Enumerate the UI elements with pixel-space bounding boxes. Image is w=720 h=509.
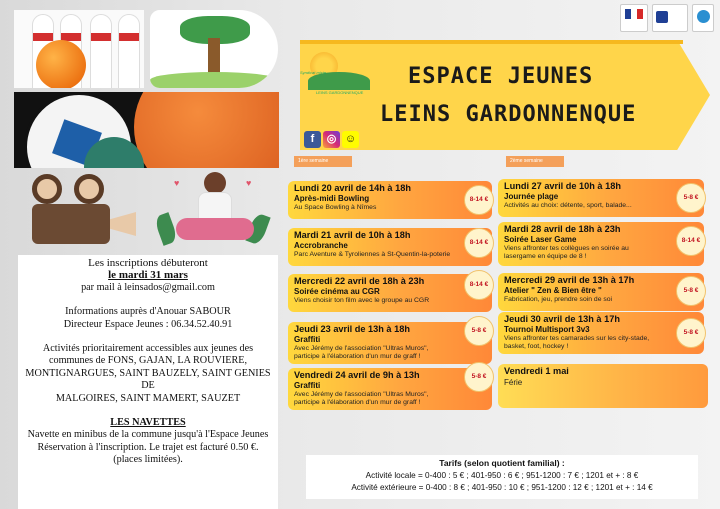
- page-title-line2: LEINS GARDONNENQUE: [380, 102, 637, 127]
- price-badge: 5-8 €: [676, 276, 706, 306]
- price-badge: 8-14 €: [464, 270, 494, 300]
- activity-date: Jeudi 30 avril de 13h à 17h: [504, 314, 620, 324]
- activity-date: Mercredi 22 avril de 18h à 23h: [294, 276, 425, 286]
- inscription-line: Les inscriptions débuteront: [88, 257, 208, 269]
- activity-desc: Activités au choix: détente, sport, balade...: [504, 201, 632, 209]
- bowling-illustration: [14, 10, 144, 88]
- activity-card[interactable]: [288, 368, 492, 410]
- activity-date: Mardi 28 avril de 18h à 23h: [504, 224, 621, 234]
- info-panel: [18, 255, 278, 509]
- navettes-line: (places limitées).: [113, 454, 183, 466]
- activity-desc: Avec Jérémy de l'association "Ultras Muros",: [294, 390, 429, 398]
- activity-desc: Fabrication, jeu, prendre soin de soi: [504, 295, 613, 303]
- activity-date: Mercredi 29 avril de 13h à 17h: [504, 275, 635, 285]
- bowling-pin-icon: [90, 14, 112, 88]
- price-badge: 8-14 €: [464, 228, 494, 258]
- sports-balls-illustration: [14, 92, 279, 168]
- communes-line: MALGOIRES, SAINT MAMERT, SAUZET: [55, 392, 241, 404]
- person-head-icon: [204, 172, 226, 194]
- activity-desc: basket, foot, hockey !: [504, 342, 569, 350]
- activity-title: Soirée cinéma au CGR: [294, 287, 380, 296]
- navettes-line: Réservation à l'inscription. Le trajet est facturé 0.50 €.: [37, 441, 259, 453]
- price-badge: 5-8 €: [676, 183, 706, 213]
- activity-title: Graffiti: [294, 335, 321, 344]
- activity-card[interactable]: [288, 228, 492, 266]
- tarifs-locale: Activité locale = 0-400 : 5 € ; 401-950 : 6 € ; 951-1200 : 7 € ; 1201 et + : 8 €: [365, 470, 639, 480]
- tarifs-box: [306, 455, 698, 499]
- activity-title: Accrobranche: [294, 241, 348, 250]
- grass-shape: [150, 72, 278, 88]
- navettes-title: LES NAVETTES: [110, 417, 186, 429]
- price-badge: 8-14 €: [676, 226, 706, 256]
- price-badge: 5-8 €: [464, 316, 494, 346]
- basketball-icon: [134, 92, 279, 168]
- contact-line: Informations auprès d'Anouar SABOUR: [65, 306, 231, 318]
- activity-desc: Férie: [504, 378, 523, 387]
- activity-date: Vendredi 24 avril de 9h à 13h: [294, 370, 420, 380]
- activity-desc: Viens affronter tes collègues en soirée au: [504, 244, 629, 252]
- director-line: Directeur Espace Jeunes : 06.34.52.40.91: [63, 318, 233, 330]
- page-title-line1: ESPACE JEUNES: [408, 64, 594, 89]
- activity-date: Lundi 20 avril de 14h à 18h: [294, 183, 411, 193]
- activity-title: Graffiti: [294, 381, 321, 390]
- activity-desc: lasergame en équipe de 8 !: [504, 252, 587, 260]
- activity-card[interactable]: [288, 274, 492, 312]
- week1-tag: 1ère semaine: [294, 156, 352, 167]
- caf-logo: [692, 4, 714, 32]
- activity-desc: participe à l'élaboration d'un mur de graff !: [294, 352, 421, 360]
- inscription-email: par mail à leinsados@gmail.com: [81, 281, 215, 293]
- camera-lens-icon: [110, 212, 136, 236]
- inscription-date: le mardi 31 mars: [108, 269, 188, 282]
- film-reel-icon: [74, 174, 104, 204]
- activity-desc: Viens affronter tes camarades sur les city-stade,: [504, 334, 650, 342]
- activity-title: Journée plage: [504, 192, 559, 201]
- activity-desc: Avec Jérémy de l'association "Ultras Muros",: [294, 344, 429, 352]
- heart-icon: ♥: [174, 178, 180, 188]
- activity-card[interactable]: [288, 181, 492, 219]
- navettes-line: Navette en minibus de la commune jusqu'à l'Espace Jeunes: [27, 429, 269, 441]
- syndicat-logo: [300, 52, 374, 102]
- activity-title: Tournoi Multisport 3v3: [504, 325, 590, 334]
- price-badge: 8-14 €: [464, 185, 494, 215]
- bowling-ball-icon: [36, 40, 86, 88]
- activity-card[interactable]: [498, 222, 704, 266]
- syndicat-name: LEINS GARDONNENQUE: [316, 90, 364, 95]
- communes-line: MONTIGNARGUES, SAINT BAUZELY, SAINT GENIES DE: [25, 367, 271, 392]
- yoga-illustration: [150, 168, 278, 250]
- person-legs-icon: [176, 218, 254, 240]
- activity-desc: Au Space Bowling à Nîmes: [294, 203, 377, 211]
- heart-icon: ♥: [246, 178, 252, 188]
- bowling-pin-icon: [118, 14, 140, 88]
- activity-title: Après-midi Bowling: [294, 194, 370, 203]
- republique-logo: [620, 4, 648, 32]
- week2-tag: 2ème semaine: [506, 156, 564, 167]
- activity-title: Atelier " Zen & Bien être ": [504, 286, 602, 295]
- activity-card[interactable]: [498, 179, 704, 217]
- communes-intro: Activités prioritairement accessibles aux jeunes des: [42, 343, 254, 355]
- activity-date: Jeudi 23 avril de 13h à 18h: [294, 324, 410, 334]
- syndicat-label: Syndicat mixte: [300, 70, 327, 75]
- institution-logo: [652, 4, 688, 32]
- activity-card[interactable]: [498, 364, 708, 408]
- price-badge: 5-8 €: [676, 318, 706, 348]
- film-reel-icon: [32, 174, 62, 204]
- snapchat-icon[interactable]: ☺: [342, 131, 359, 148]
- treeclimb-illustration: [150, 10, 278, 88]
- activity-desc: Viens choisir ton film avec le groupe au CGR: [294, 296, 430, 304]
- activity-title: Soirée Laser Game: [504, 235, 577, 244]
- activity-card[interactable]: [288, 322, 492, 364]
- activity-date: Lundi 27 avril de 10h à 18h: [504, 181, 621, 191]
- communes-line: communes de FONS, GAJAN, LA ROUVIERE,: [48, 355, 248, 367]
- facebook-icon[interactable]: f: [304, 131, 321, 148]
- activity-desc: participe à l'élaboration d'un mur de graff !: [294, 398, 421, 406]
- banner-stripe: [300, 40, 683, 44]
- leaf-icon: [153, 212, 178, 246]
- tarifs-exterieure: Activité extérieure = 0-400 : 8 € ; 401-950 : 10 € ; 951-1200 : 12 € ; 1201 et + : 14 €: [351, 483, 653, 492]
- tarifs-title: Tarifs (selon quotient familial) :: [439, 458, 565, 468]
- activity-date: Vendredi 1 mai: [504, 366, 569, 376]
- price-badge: 5-8 €: [464, 362, 494, 392]
- activity-card[interactable]: [498, 312, 704, 354]
- activity-card[interactable]: [498, 273, 704, 311]
- activity-date: Mardi 21 avril de 10h à 18h: [294, 230, 411, 240]
- camera-body-icon: [32, 204, 110, 244]
- instagram-icon[interactable]: ◎: [323, 131, 340, 148]
- activity-desc: Parc Aventure & Tyroliennes à St-Quentin-la-poterie: [294, 250, 451, 258]
- film-camera-illustration: [14, 172, 144, 250]
